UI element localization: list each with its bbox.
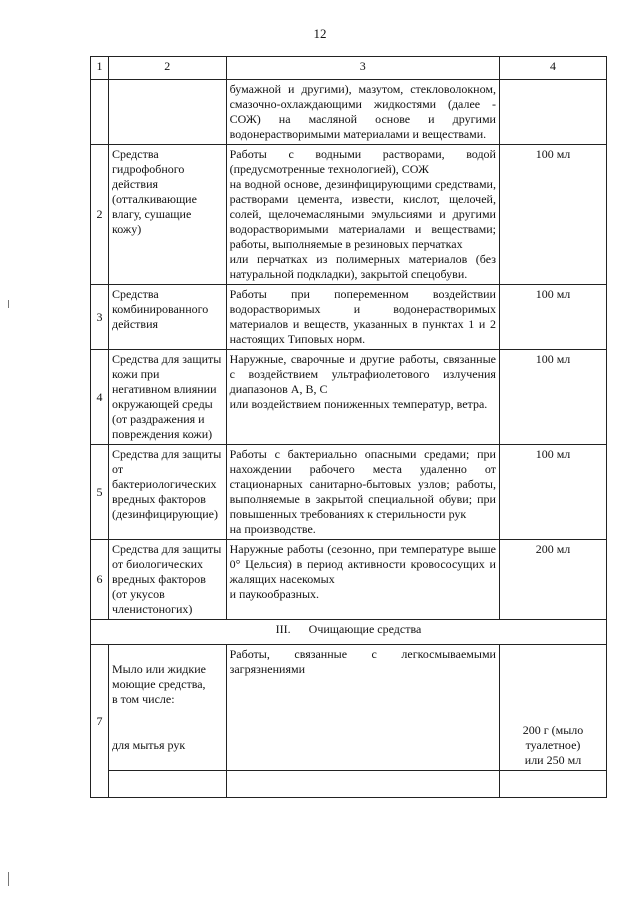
- table-row: [91, 771, 607, 798]
- row-description: бумажной и другими), мазутом, стекловолокном, смазочно-охлаждающими жидкостями (далее - СОЖ) на масляной основе и другими водонерастворимыми материалами и веществами.: [226, 80, 499, 145]
- row-name: Мыло или жидкие моющие средства, в том числе:: [112, 662, 206, 706]
- row-name: Средства гидрофобного действия (отталкивающие влагу, сушащие кожу): [109, 145, 227, 285]
- row-amount: 200 г (мыло туалетное) или 250 мл: [499, 645, 606, 771]
- row-subname: для мытья рук: [112, 738, 186, 752]
- empty-cell: [109, 771, 227, 798]
- table-row: [91, 445, 607, 540]
- row-amount: 100 мл: [499, 445, 606, 540]
- row-number: 3: [91, 285, 109, 350]
- row-name: [109, 80, 227, 145]
- row-description: Наружные работы (сезонно, при температуре выше 0° Цельсия) в период активности кровососущих и жалящих насекомых и паукообразных.: [226, 540, 499, 620]
- empty-cell: [499, 771, 606, 798]
- section-heading: III. Очищающие средства: [91, 620, 607, 645]
- empty-cell: [226, 771, 499, 798]
- header-cell-2: 2: [109, 57, 227, 80]
- header-cell-4: 4: [499, 57, 606, 80]
- table-row: [91, 80, 607, 145]
- header-cell-1: 1: [91, 57, 109, 80]
- section-heading-row: [91, 620, 607, 645]
- row-amount: 100 мл: [499, 145, 606, 285]
- row-description: Работы с водными растворами, водой (предусмотренные технологией), СОЖ на водной основе, дезинфицирующими средствами, растворами цемента, извести, кислот, щелочей, солей, щелочемасляными эмульсиями и другими водорастворимыми материалами и веществами; работы, выполняемые в резиновых перчатках или перчатках из полимерных материалов (без натуральной подкладки), закрытой спецобуви.: [226, 145, 499, 285]
- row-number: 5: [91, 445, 109, 540]
- page-number: 12: [313, 26, 327, 41]
- row-name: Средства комбинированного действия: [109, 285, 227, 350]
- row-number: [91, 80, 109, 145]
- table-header-row: [91, 57, 607, 80]
- row-description: Работы с бактериально опасными средами; при нахождении рабочего места удаленно от стационарных санитарно-бытовых узлов; работы, выполняемые в закрытой специальной обуви; при повышенных требованиях к стерильности рук на производстве.: [226, 445, 499, 540]
- row-number: 4: [91, 350, 109, 445]
- header-cell-3: 3: [226, 57, 499, 80]
- table-row: [91, 540, 607, 620]
- row-name: Средства для защиты от биологических вредных факторов (от укусов членистоногих): [109, 540, 227, 620]
- row-description: Работы, связанные с легкосмываемыми загрязнениями: [226, 645, 499, 771]
- table-row: [91, 350, 607, 445]
- table-row: [91, 645, 607, 771]
- row-amount: 200 мл: [499, 540, 606, 620]
- norms-table: [90, 56, 607, 798]
- table-row: [91, 145, 607, 285]
- row-name: Средства для защиты кожи при негативном влиянии окружающей среды (от раздражения и повреждения кожи): [109, 350, 227, 445]
- row-name: Средства для защиты от бактериологических вредных факторов (дезинфицирующие): [109, 445, 227, 540]
- scan-mark: [8, 300, 9, 308]
- table-row: [91, 285, 607, 350]
- row-name-wrap: [109, 645, 227, 771]
- row-number: 7: [91, 645, 109, 798]
- row-description: Работы при попеременном воздействии водорастворимых и водонерастворимых материалов и веществ, указанных в пунктах 1 и 2 настоящих Типовых норм.: [226, 285, 499, 350]
- row-description: Наружные, сварочные и другие работы, связанные с воздействием ультрафиолетового излучения диапазонов А, В, С или воздействием пониженных температур, ветра.: [226, 350, 499, 445]
- row-amount: 100 мл: [499, 350, 606, 445]
- row-amount: [499, 80, 606, 145]
- row-number: 2: [91, 145, 109, 285]
- row-amount: 100 мл: [499, 285, 606, 350]
- scan-mark: [8, 872, 9, 886]
- row-number: 6: [91, 540, 109, 620]
